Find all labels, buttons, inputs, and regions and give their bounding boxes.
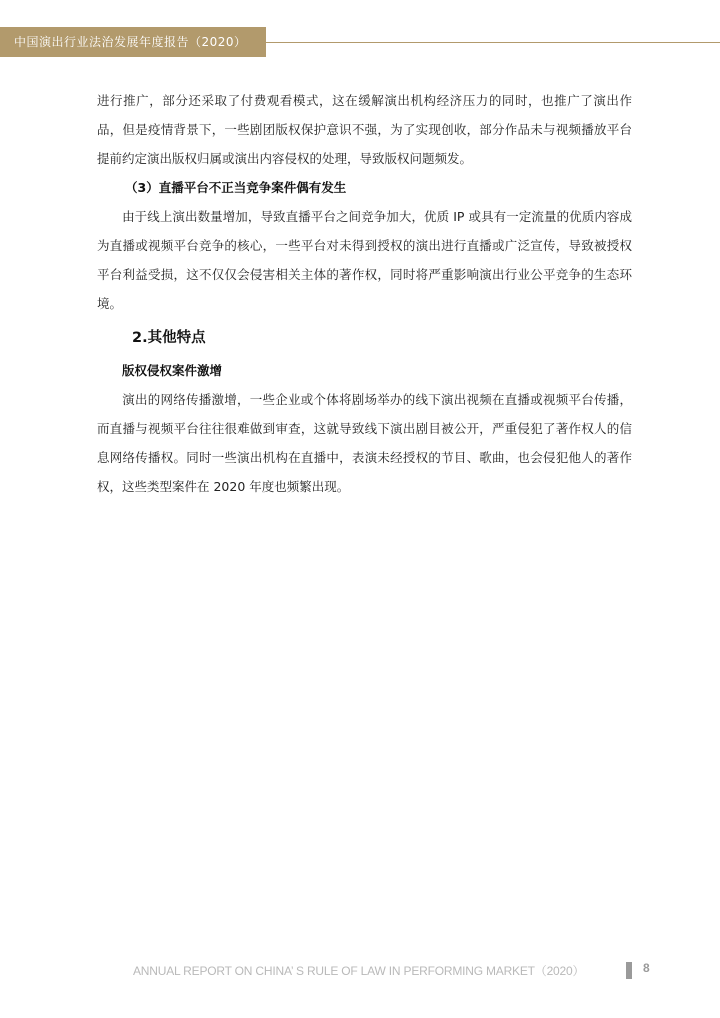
minor-heading-copyright-cases: 版权侵权案件激增 (122, 363, 223, 378)
section-heading-other-features: 2.其他特点 (132, 330, 206, 346)
page-number: 8 (643, 961, 650, 975)
body-paragraph-3 (97, 385, 632, 501)
header-title: 中国演出行业法治发展年度报告（2020） (14, 35, 247, 49)
header-divider (266, 42, 720, 43)
subheading-live-competition: （3）直播平台不正当竞争案件偶有发生 (125, 180, 347, 195)
main-content (97, 86, 632, 501)
footer-marker-bar (626, 962, 632, 979)
body-paragraph-2-text: 由于线上演出数量增加，导致直播平台之间竞争加大，优质 IP 或具有一定流量的优质内容成为直播或视频平台竞争的核心，一些平台对未得到授权的演出进行直播或广泛宣传，导致被授权平台利益受损，这不仅仅会侵害相关主体的著作权，同时将严重影响演出行业公平竞争的生态环境。 (97, 209, 632, 311)
body-paragraph-1: 进行推广，部分还采取了付费观看模式，这在缓解演出机构经济压力的同时，也推广了演出作品，但是疫情背景下，一些剧团版权保护意识不强，为了实现创收，部分作品未与视频播放平台提前约定演出版权归属或演出内容侵权的处理，导致版权问题频发。 (97, 93, 632, 166)
body-paragraph-3-text: 演出的网络传播激增，一些企业或个体将剧场举办的线下演出视频在直播或视频平台传播，而直播与视频平台往往很难做到审查，这就导致线下演出剧目被公开，严重侵犯了著作权人的信息网络传播权。同时一些演出机构在直播中，表演未经授权的节目、歌曲，也会侵犯他人的著作权，这些类型案件在 2020 年度也频繁出现。 (97, 392, 632, 494)
header-title-tab (0, 27, 266, 57)
body-paragraph-2 (97, 202, 632, 318)
footer-report-title: ANNUAL REPORT ON CHINA’ S RULE OF LAW IN PERFORMING MARKET（2020） (133, 964, 585, 978)
